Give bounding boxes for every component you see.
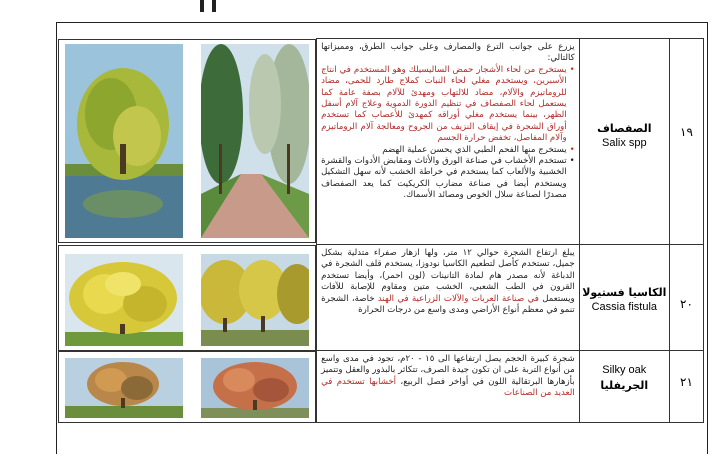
table-row: [58, 245, 704, 351]
images-cell: [58, 39, 316, 243]
row-description: [321, 354, 575, 400]
row-intro: يزرع على جوانب الترع والمصارف وعلى جوانب الطرق، ومميزاتها كالتالي:: [321, 42, 575, 64]
willow-lined-road-photo: [201, 44, 309, 238]
page-border-left: [56, 22, 57, 454]
trees-table: [58, 38, 704, 423]
tree-name-cell: [579, 245, 669, 351]
description-text: خاصة، الشجرة تنمو في معظم أنواع الأراضي ومدى واسع من درجات الحرارة: [321, 293, 575, 316]
list-item: • تستخدم الأخشاب في صناعة الورق والأثاث ومقابض الأدوات والقشرة الخشبية والألعاب كما يستخدم في خراطة الخشب لأنه سهل التشكيل ويستخدم أيضا في صناعة مضارب الكريكيت كما يعد الصفصاف مصدرًا لصناعة سلال الخوص ومصائد الأسماك.: [321, 156, 567, 202]
tree-name-ar: الصفصاف: [597, 122, 652, 135]
row-number: ٢٠: [669, 245, 703, 351]
silky-oak-tree-photo: [65, 358, 183, 418]
tree-name-ar: الكاسيا فستيولا: [582, 286, 667, 299]
list-item: • يستخرج من لحاء الأشجار حمض الساليسيلك وهو المستخدم في انتاج الأسبرين، ويستخدم مغلي لحاء النبات كملاج طارد للحمى، مضاد للروماتيزم والآلام، مضاد للالتهاب ومهدئ للآلام بصفة عامة كما يستعمل لحاء الصفصاف في تنظيم الدورة الدموية وعلاج آلام أسفل الظهر، بينما يستخدم مغلي أوراقه كمهدئ للأعصاب كما تستخدم أوراق الشجرة في إيقاف النزيف من الجروح ومعالجة آلام الروماتيزم وآلام المفاصل، تخفض حرارة الجسم: [321, 65, 567, 145]
tree-name-cell: [579, 351, 669, 423]
description-text: شجرة كبيرة الحجم يصل ارتفاعها الى ١٥ - ٢٠م، تجود في مدى واسع من أنواع التربة على ان تكون جيدة الصرف، تتكاثر بالبذور والعقل وتتميز بأزهارها البرتقالية اللون في أواخر فصل الربيع،: [321, 354, 575, 387]
silky-oak-flowering-photo: [201, 358, 309, 418]
tree-name-cell: [579, 39, 669, 245]
tree-name-en: Silky oak: [602, 364, 647, 376]
weeping-willow-tree-photo: [65, 44, 183, 238]
tree-name-en: Cassia fistula: [591, 301, 658, 313]
row-number: ١٩: [669, 39, 703, 245]
description-text: يبلغ ارتفاع الشجرة حوالي ١٢ متر، ولها ازهار صفراء متدلية بشكل جميل، تستخدم كأصل لتطعيم الكاسيا نودوزا، يستخدم قلف الشجرة في الدباغة لأنه مصدر هام لمادة التانينات (لون احمر)، وأيضا تستخدم القرون في الطب الشعبي، الخشب متين ومقاوم للإصابة للآفات ويستعمل: [321, 248, 575, 304]
cassia-row-trees-photo: [201, 254, 309, 346]
description-cell: [317, 351, 580, 423]
description-cell: [317, 245, 580, 351]
tree-name-ar: الجريفليا: [600, 379, 649, 392]
table-row: [58, 351, 704, 423]
images-cell: [58, 351, 316, 423]
golden-shower-tree-photo: [65, 254, 183, 346]
images-cell: [58, 245, 316, 351]
description-cell: [317, 39, 580, 245]
uses-list: [321, 65, 575, 202]
description-highlight: في صناعة العربات والآلات الزراعية في الهند: [377, 293, 539, 304]
page-border-right: [707, 22, 708, 454]
table-row: [58, 39, 704, 245]
row-number: ٢١: [669, 351, 703, 423]
tree-name-en: Salix spp: [601, 137, 647, 149]
page-top-edge: [0, 0, 720, 20]
page-border-top: [56, 22, 708, 23]
list-item: • يستخرج منها الفحم الطبي الذي يحسن عملية الهضم: [321, 145, 567, 156]
row-description: [321, 248, 575, 316]
description-highlight: أخشابها تستخدم في العديد من الصناعات: [321, 376, 575, 399]
